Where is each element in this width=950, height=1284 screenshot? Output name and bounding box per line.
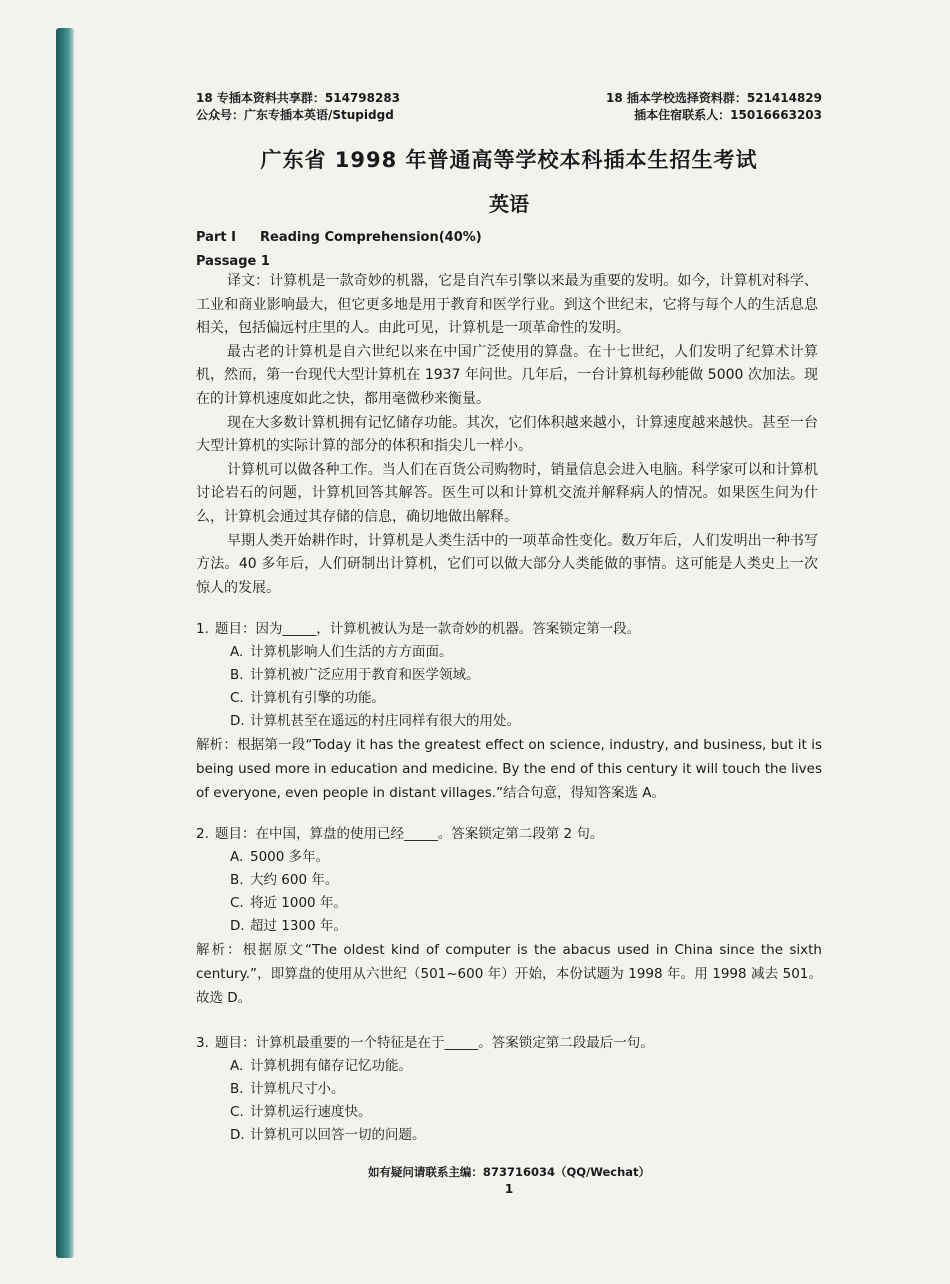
option-b xyxy=(196,664,822,687)
option-b xyxy=(196,869,822,892)
option-letter: A. xyxy=(230,849,244,865)
translation-paragraph: 现在大多数计算机拥有记忆储存功能。其次，它们体积越来越小，计算速度越来越快。甚至一台大型计算机的实际计算的部分的体积和指尖儿一样小。 xyxy=(196,414,818,455)
question-number: 3. xyxy=(196,1035,209,1051)
option-text: 计算机有引擎的功能。 xyxy=(250,690,385,706)
header-share-group: 18 专插本资料共享群：514798283 xyxy=(196,91,401,105)
footer-contact: 如有疑问请联系主编：873716034（QQ/Wechat） xyxy=(367,1165,651,1179)
option-b xyxy=(196,1078,822,1101)
question-stem xyxy=(196,823,822,846)
option-list xyxy=(196,641,822,733)
page-number: 1 xyxy=(504,1182,514,1196)
option-c xyxy=(196,1101,822,1124)
option-d xyxy=(196,710,822,733)
question-number: 2. xyxy=(196,826,209,842)
question-number: 1. xyxy=(196,621,209,637)
header-public-account: 公众号：广东专插本英语/Stupidgd xyxy=(196,108,394,122)
header-housing-contact: 插本住宿联系人：15016663203 xyxy=(634,108,822,122)
part-heading xyxy=(196,230,482,245)
question-1 xyxy=(196,618,822,805)
option-letter: B. xyxy=(230,872,244,888)
binding-edge xyxy=(56,28,74,1258)
question-text: 题目：因为_____，计算机被认为是一款奇妙的机器。答案锁定第一段。 xyxy=(215,621,641,637)
question-text: 题目：在中国，算盘的使用已经_____。答案锁定第二段第 2 句。 xyxy=(215,826,604,842)
header-right xyxy=(606,90,822,124)
question-2 xyxy=(196,823,822,1010)
option-a xyxy=(196,846,822,869)
question-stem xyxy=(196,1032,822,1055)
option-text: 超过 1300 年。 xyxy=(250,918,347,934)
option-letter: C. xyxy=(230,690,244,706)
header-left xyxy=(196,90,400,124)
option-text: 计算机被广泛应用于教育和医学领域。 xyxy=(250,667,480,683)
header-school-group: 18 插本学校选择资料群：521414829 xyxy=(605,91,822,105)
question-3 xyxy=(196,1032,822,1147)
option-text: 计算机运行速度快。 xyxy=(250,1104,372,1120)
passage-heading: Passage 1 xyxy=(196,254,270,269)
question-analysis: 解析：根据第一段“Today it has the greatest effect on science, industry, and business, but it is being used more in education and medicine. By the end of this century it will touch the lives of everyone, even people in distant villages.”结合句意，得知答案选 A。 xyxy=(196,737,822,801)
question-stem xyxy=(196,618,822,641)
part-name: Reading Comprehension(40%) xyxy=(260,230,482,245)
part-label: Part I xyxy=(196,230,236,245)
question-text: 题目：计算机最重要的一个特征是在于_____。答案锁定第二段最后一句。 xyxy=(215,1035,654,1051)
translation-paragraph: 早期人类开始耕作时，计算机是人类生活中的一项革命性变化。数万年后，人们发明出一种书写方法。40 多年后，人们研制出计算机，它们可以做大部分人类能做的事情。这可能是人类史上一次惊人的发展。 xyxy=(196,532,818,596)
option-text: 将近 1000 年。 xyxy=(250,895,347,911)
option-letter: A. xyxy=(230,644,244,660)
option-list xyxy=(196,846,822,938)
option-text: 计算机影响人们生活的方方面面。 xyxy=(250,644,453,660)
option-a xyxy=(196,1055,822,1078)
option-text: 5000 多年。 xyxy=(250,849,330,865)
translation-paragraph: 计算机可以做各种工作。当人们在百货公司购物时，销量信息会进入电脑。科学家可以和计算机讨论岩石的问题，计算机回答其解答。医生可以和计算机交流并解释病人的情况。如果医生问为什么，计算机会通过其存储的信息，确切地做出解释。 xyxy=(196,461,818,525)
option-letter: D. xyxy=(230,713,245,729)
option-c xyxy=(196,892,822,915)
option-text: 计算机拥有储存记忆功能。 xyxy=(250,1058,412,1074)
option-d xyxy=(196,915,822,938)
option-letter: A. xyxy=(230,1058,244,1074)
option-letter: C. xyxy=(230,895,244,911)
translation-block xyxy=(196,270,818,600)
option-text: 计算机甚至在遥远的村庄同样有很大的用处。 xyxy=(250,713,520,729)
option-letter: D. xyxy=(230,918,245,934)
translation-paragraph: 最古老的计算机是自六世纪以来在中国广泛使用的算盘。在十七世纪，人们发明了纪算术计算机，然而，第一台现代大型计算机在 1937 年问世。几年后，一台计算机每秒能做 5000 次加法。现在的计算机速度如此之快，都用毫微秒来衡量。 xyxy=(196,343,818,407)
subject-title: 英语 xyxy=(489,192,529,216)
option-text: 计算机可以回答一切的问题。 xyxy=(250,1127,426,1143)
option-a xyxy=(196,641,822,664)
option-c xyxy=(196,687,822,710)
option-text: 大约 600 年。 xyxy=(250,872,339,888)
option-letter: B. xyxy=(230,1081,244,1097)
question-analysis: 解析：根据原文“The oldest kind of computer is the abacus used in China since the sixth century.”，即算盘的使用从六世纪（501~600 年）开始，本份试题为 1998 年。用 1998 减去 501。故选 D。 xyxy=(196,942,822,1006)
exam-title: 广东省 1998 年普通高等学校本科插本生招生考试 xyxy=(260,148,758,172)
option-letter: B. xyxy=(230,667,244,683)
translation-paragraph: 译文：计算机是一款奇妙的机器，它是自汽车引擎以来最为重要的发明。如今，计算机对科学、 工业和商业影响最大，但它更多地是用于教育和医学行业。到这个世纪末，它将与每个人的生活息息相关，包括偏远村庄里的人。由此可见，计算机是一项革命性的发明。 xyxy=(196,273,818,337)
option-letter: C. xyxy=(230,1104,244,1120)
option-letter: D. xyxy=(230,1127,245,1143)
option-d xyxy=(196,1124,822,1147)
option-list xyxy=(196,1055,822,1147)
option-text: 计算机尺寸小。 xyxy=(250,1081,345,1097)
